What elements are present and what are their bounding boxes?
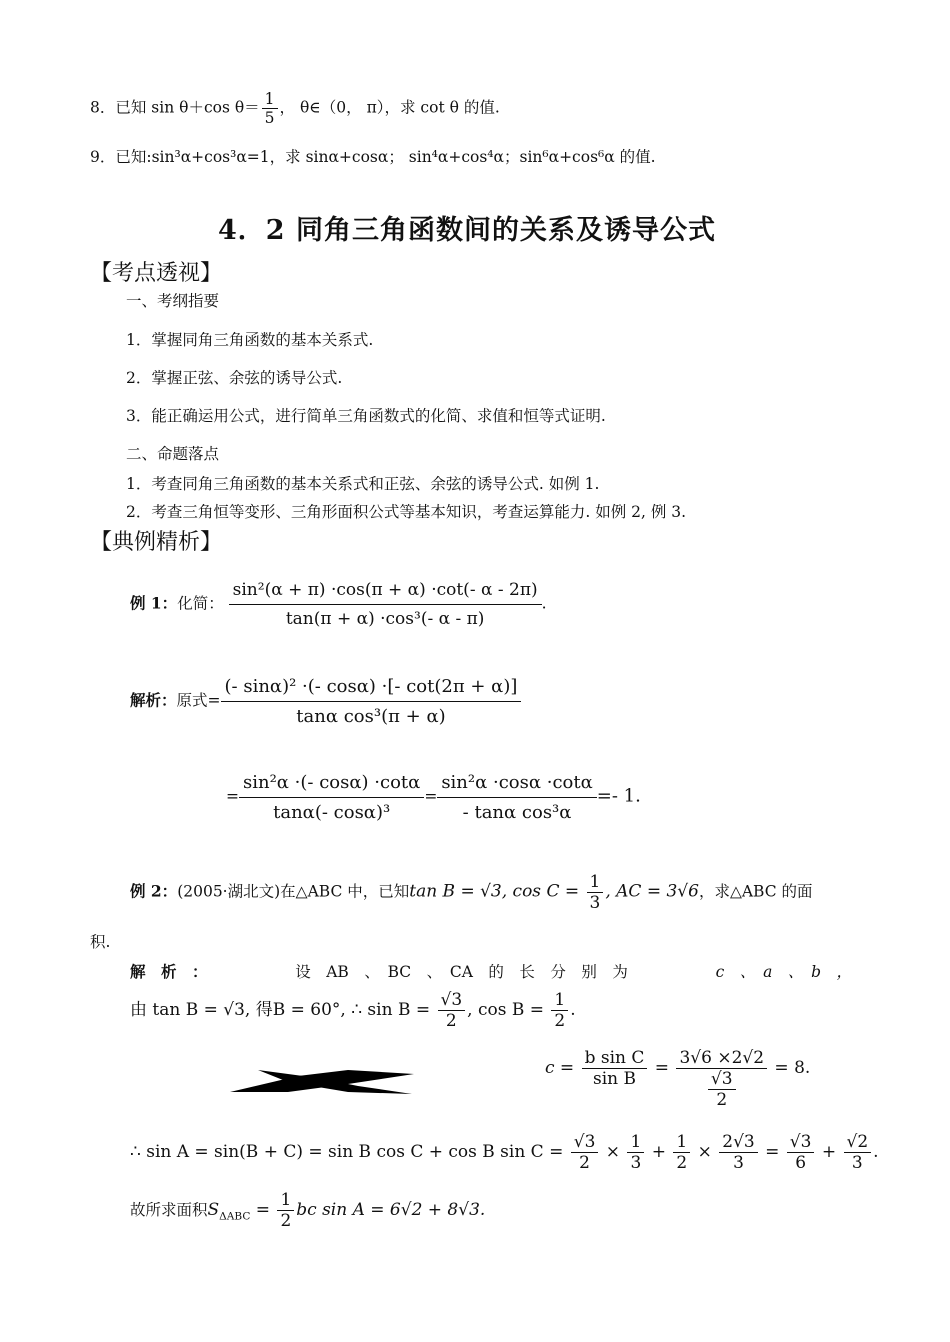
q8-suffix: ， θ∈（0， π），求 cot θ 的值. xyxy=(279,98,500,117)
sinA-fraction-den: 6 xyxy=(787,1152,815,1173)
sol2-fr2-num: 1 xyxy=(554,990,566,1010)
sinA-fraction-num: 1 xyxy=(630,1132,642,1152)
sinA-fraction xyxy=(844,1132,872,1173)
sinA-operator: = xyxy=(759,1142,785,1162)
example-1 xyxy=(130,580,547,629)
sol2-label: 解 析 ： xyxy=(130,962,208,981)
ex2-fraction xyxy=(587,872,604,913)
sol1-prefix: 原式= xyxy=(176,691,221,710)
sol2-sinA-tail: . xyxy=(873,1142,879,1162)
cross-shape-icon xyxy=(228,1068,416,1096)
outline-item-2: 2．掌握正弦、余弦的诱导公式. xyxy=(126,369,343,387)
sinA-fraction-num: √3 xyxy=(789,1132,812,1152)
solution-1-line-2 xyxy=(226,772,641,823)
sol2-line1-vars: c 、 a 、 b ， xyxy=(715,963,852,981)
solution-2-line-1 xyxy=(130,960,852,982)
ex2-text-a: (2005·湖北文)在△ABC 中，已知 xyxy=(177,882,410,901)
solution-1-line-1 xyxy=(130,676,521,727)
sol2-fr1-den: 2 xyxy=(438,1010,466,1031)
sol2-c-frac-2 xyxy=(676,1048,767,1110)
q8-fraction xyxy=(262,90,278,127)
heading-examples: 【典例精析】 xyxy=(90,530,223,555)
sol1-label: 解析： xyxy=(130,690,177,710)
ex1-num: sin²(α + π) ·cos(π + α) ·cot(- α - 2π) xyxy=(232,580,538,600)
q8-frac-num: 1 xyxy=(264,90,275,108)
ex2-frac-num: 1 xyxy=(589,872,601,892)
sinA-operator: + xyxy=(816,1142,842,1162)
solution-2-sinA-line xyxy=(130,1132,879,1173)
sol2-line2-b: , cos B = xyxy=(467,1000,550,1020)
ex2-math-b: , AC = 3√6 xyxy=(605,881,699,902)
sinA-fraction-num: 1 xyxy=(676,1132,688,1152)
ex2-frac-den: 3 xyxy=(587,892,604,913)
sinA-fraction-num: √2 xyxy=(846,1132,869,1152)
embedded-graphic xyxy=(228,1068,416,1096)
sinA-fraction-den: 2 xyxy=(571,1152,599,1173)
sol2-line2-a: 由 tan B = √3, 得B = 60°, ∴ sin B = xyxy=(130,1000,436,1020)
outline-item-3: 3．能正确运用公式，进行简单三角函数式的化简、求值和恒等式证明. xyxy=(126,407,606,425)
sol1-fraction-2 xyxy=(239,772,424,823)
sinA-fraction-den: 3 xyxy=(719,1152,757,1173)
sol2-area-prefix: 故所求面积 xyxy=(130,1201,208,1219)
sol2-line2-c: . xyxy=(570,1000,576,1020)
sol2-c-tail: . xyxy=(804,1058,811,1078)
question-9: 9．已知:sin³α+cos³α=1，求 sinα+cosα； sin⁴α+cos⁴α；sin⁶α+cos⁶α 的值. xyxy=(90,148,656,166)
sol1-den1: tanα cos³(π + α) xyxy=(221,701,522,727)
sinA-fraction-num: √3 xyxy=(573,1132,596,1152)
sol1-fraction-3 xyxy=(437,772,596,823)
q8-frac-den: 5 xyxy=(262,108,278,127)
subheading-outline: 一、考纲指要 xyxy=(126,292,220,310)
sol2-c-fr2-num: 3√6 ×2√2 xyxy=(679,1048,765,1068)
sol2-c-fr1-num: b sin C xyxy=(584,1048,645,1068)
sol2-fr1-num: √3 xyxy=(440,990,463,1010)
sol1-fraction-1 xyxy=(221,676,522,727)
sol2-line1-text: 设 AB 、 BC 、 CA 的 长 分 别 为 xyxy=(295,963,628,981)
sol2-c-fr2-den xyxy=(676,1068,767,1110)
solution-2-area-line xyxy=(130,1190,485,1231)
solution-2-c-line xyxy=(545,1048,810,1110)
ex2-math-a: tan B = √3, cos C = xyxy=(409,881,585,902)
sol1-num3: sin²α ·cosα ·cotα xyxy=(441,772,593,793)
sinA-operator: × xyxy=(692,1142,718,1162)
sol2-area-S: S xyxy=(207,1200,220,1220)
section-title: 4．2 同角三角函数间的关系及诱导公式 xyxy=(218,215,716,246)
sol1-eq-1: = xyxy=(226,787,239,806)
sol1-result: =- 1. xyxy=(596,785,641,807)
sol2-c-fr1-den: sin B xyxy=(582,1068,648,1089)
sol2-sinA-terms xyxy=(569,1132,873,1173)
sol2-line2-frac-1 xyxy=(438,990,466,1031)
sol2-area-sub: ΔABC xyxy=(219,1210,251,1223)
sol2-line2-frac-2 xyxy=(551,990,568,1031)
ex1-prompt: 化简： xyxy=(177,594,224,613)
sol2-area-frac-num: 1 xyxy=(280,1190,292,1210)
ex1-tail: . xyxy=(541,594,547,613)
sol1-eq-2: = xyxy=(424,787,438,806)
sol2-area-result: bc sin A = 6√2 + 8√3. xyxy=(296,1200,486,1220)
sinA-fraction xyxy=(673,1132,690,1173)
outline-item-1: 1．掌握同角三角函数的基本关系式. xyxy=(126,331,374,349)
solution-2-line-2 xyxy=(130,990,576,1031)
ex2-label: 例 2： xyxy=(130,881,178,901)
sinA-fraction-num: 2√3 xyxy=(722,1132,755,1152)
question-8 xyxy=(90,90,500,127)
focus-item-1: 1．考查同角三角函数的基本关系式和正弦、余弦的诱导公式. 如例 1. xyxy=(126,475,600,493)
sol2-c-fr2-den-den: 2 xyxy=(708,1089,736,1110)
focus-item-2: 2．考查三角恒等变形、三角形面积公式等基本知识，考查运算能力. 如例 2, 例 3. xyxy=(126,503,687,521)
ex1-fraction xyxy=(229,580,542,629)
sol2-area-eq: = xyxy=(250,1200,276,1220)
sinA-fraction xyxy=(787,1132,815,1173)
subheading-focus: 二、命题落点 xyxy=(126,445,220,463)
sol2-fr2-den: 2 xyxy=(551,1010,568,1031)
ex2-text-c: 积. xyxy=(90,933,111,951)
sol2-c-frac-1 xyxy=(582,1048,648,1089)
sol2-c-fr2-den-frac xyxy=(708,1069,736,1110)
ex1-den: tan(π + α) ·cos³(- α - π) xyxy=(229,604,542,629)
sol2-c-prefix: c = xyxy=(545,1058,580,1078)
sol1-num1: (- sinα)² ·(- cosα) ·[- cot(2π + α)] xyxy=(224,676,518,697)
sol2-area-frac-den: 2 xyxy=(277,1210,294,1231)
sinA-operator: + xyxy=(646,1142,672,1162)
sinA-operator: × xyxy=(600,1142,626,1162)
sol2-c-result: = 8 xyxy=(769,1058,805,1078)
ex2-text-b: ，求△ABC 的面 xyxy=(698,882,813,901)
example-2 xyxy=(130,872,813,913)
sinA-fraction xyxy=(719,1132,757,1173)
sinA-fraction-den: 3 xyxy=(627,1152,644,1173)
sol2-area-frac xyxy=(277,1190,294,1231)
sol2-c-eq: = xyxy=(649,1058,675,1078)
sol1-num2: sin²α ·(- cosα) ·cotα xyxy=(243,772,421,793)
sinA-fraction-den: 3 xyxy=(844,1152,872,1173)
sinA-fraction xyxy=(627,1132,644,1173)
ex1-label: 例 1： xyxy=(130,593,178,613)
sol2-sinA-prefix: ∴ sin A = sin(B + C) = sin B cos C + cos B sin C = xyxy=(130,1142,569,1162)
sol1-den2: tanα(- cosα)³ xyxy=(239,797,424,823)
heading-kaodian: 【考点透视】 xyxy=(90,261,223,286)
sol1-den3: - tanα cos³α xyxy=(437,797,596,823)
sinA-fraction xyxy=(571,1132,599,1173)
sol2-c-fr2-den-num: √3 xyxy=(710,1069,733,1089)
sinA-fraction-den: 2 xyxy=(673,1152,690,1173)
q8-prefix: 8．已知 sin θ＋cos θ＝ xyxy=(90,98,260,117)
